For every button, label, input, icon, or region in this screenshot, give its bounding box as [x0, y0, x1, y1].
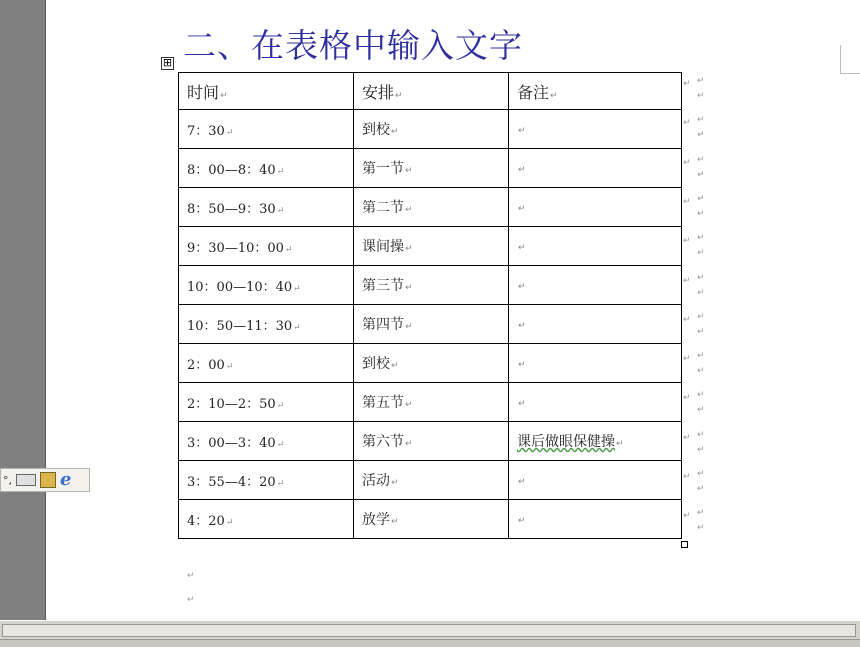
paragraph-mark: ↵: [697, 326, 705, 337]
paragraph-mark: ↵: [697, 311, 705, 322]
ime-toolbar[interactable]: [0, 468, 90, 492]
paragraph-mark: ↵: [697, 248, 705, 259]
paragraph-mark: ↵: [683, 79, 691, 89]
paragraph-mark: ↵: [697, 169, 705, 180]
paragraph-mark: ↵: [697, 115, 705, 126]
cell-remark[interactable]: ↵: [509, 344, 682, 383]
cell-arrangement[interactable]: 第二节↵: [354, 188, 509, 227]
page-corner-mark: [840, 45, 860, 74]
cell-arrangement[interactable]: 到校↵: [354, 110, 509, 149]
cell-remark[interactable]: ↵: [509, 110, 682, 149]
paragraph-mark: ↵: [697, 233, 705, 244]
cell-time[interactable]: 2：10—2：50↵: [179, 383, 354, 422]
cell-arrangement[interactable]: 第五节↵: [354, 383, 509, 422]
paragraph-mark: ↵: [683, 393, 691, 404]
paragraph-mark: ↵: [697, 444, 705, 455]
cell-arrangement[interactable]: 放学↵: [354, 500, 509, 539]
paragraph-mark: ↵: [697, 287, 705, 298]
cell-arrangement[interactable]: 第一节↵: [354, 149, 509, 188]
table-row: [179, 227, 682, 266]
paragraph-mark: ↵: [697, 193, 705, 204]
paragraph-mark: ↵: [697, 154, 705, 165]
paragraph-mark: ↵: [697, 351, 705, 362]
paragraph-mark: ↵: [683, 511, 691, 522]
paragraph-mark: ↵: [683, 432, 691, 443]
paragraph-mark: ↵: [697, 91, 705, 101]
paragraph-mark: ↵: [697, 429, 705, 440]
cell-time[interactable]: 10：00—10：40↵: [179, 266, 354, 305]
cell-remark[interactable]: ↵: [509, 188, 682, 227]
cell-arrangement[interactable]: 到校↵: [354, 344, 509, 383]
cell-time[interactable]: 7：30↵: [179, 110, 354, 149]
cell-arrangement[interactable]: 活动↵: [354, 461, 509, 500]
header-time[interactable]: 时间↵: [179, 73, 354, 110]
cell-time[interactable]: 3：55—4：20↵: [179, 461, 354, 500]
paragraph-mark: ↵: [697, 523, 705, 534]
paragraph-mark: ↵: [697, 130, 705, 141]
paragraph-mark: ↵: [683, 354, 691, 365]
paragraph-mark: ↵: [697, 484, 705, 494]
paragraph-mark: ↵: [697, 76, 705, 86]
ime-mode-indicator[interactable]: °,: [3, 473, 12, 487]
cell-remark[interactable]: ↵: [509, 383, 682, 422]
cell-remark[interactable]: ↵: [509, 149, 682, 188]
cell-arrangement[interactable]: 课间操↵: [354, 227, 509, 266]
paragraph-mark: ↵: [683, 118, 691, 129]
cell-remark[interactable]: ↵: [509, 461, 682, 500]
slide-title: 二、在表格中输入文字: [183, 26, 523, 65]
status-strip: [0, 639, 860, 647]
table-row: [179, 305, 682, 344]
cell-time[interactable]: 10：50—11：30↵: [179, 305, 354, 344]
schedule-table[interactable]: [178, 72, 682, 539]
paragraph-mark: ↵: [683, 157, 691, 168]
notepad-icon[interactable]: [40, 472, 56, 488]
cell-time[interactable]: 8：00—8：40↵: [179, 149, 354, 188]
paragraph-mark: ↵: [697, 366, 705, 377]
table-row: [179, 500, 682, 539]
horizontal-scrollbar[interactable]: [2, 624, 856, 637]
cell-remark[interactable]: ↵: [509, 500, 682, 539]
paragraph-mark: ↵: [683, 314, 691, 325]
cell-arrangement[interactable]: 第六节↵: [354, 422, 509, 461]
table-row: [179, 188, 682, 227]
cell-time[interactable]: 2：00↵: [179, 344, 354, 383]
cell-time[interactable]: 8：50—9：30↵: [179, 188, 354, 227]
cell-time[interactable]: 3：00—3：40↵: [179, 422, 354, 461]
cell-remark[interactable]: 课后做眼保健操↵: [509, 422, 682, 461]
table-move-handle[interactable]: ⊞: [162, 56, 173, 69]
table-row: [179, 383, 682, 422]
table-row: [179, 266, 682, 305]
table-row: [179, 110, 682, 149]
left-margin: [0, 0, 46, 620]
paragraph-mark: ↵: [697, 390, 705, 401]
paragraph-mark: ↵: [697, 405, 705, 416]
cell-remark[interactable]: ↵: [509, 305, 682, 344]
table-resize-handle[interactable]: [681, 541, 688, 548]
cell-remark[interactable]: ↵: [509, 227, 682, 266]
paragraph-mark: ↵: [683, 472, 691, 482]
header-arrangement[interactable]: 安排↵: [354, 73, 509, 110]
keyboard-icon[interactable]: [16, 474, 36, 486]
cell-time[interactable]: 9：30—10：00↵: [179, 227, 354, 266]
cell-arrangement[interactable]: 第三节↵: [354, 266, 509, 305]
table-row: [179, 461, 682, 500]
cell-time[interactable]: 4：20↵: [179, 500, 354, 539]
paragraph-mark: ↵: [187, 571, 195, 581]
paragraph-mark: ↵: [683, 236, 691, 247]
table-row: [179, 344, 682, 383]
paragraph-mark: ↵: [697, 508, 705, 519]
paragraph-mark: ↵: [683, 196, 691, 207]
status-bar: [0, 620, 860, 646]
paragraph-mark: ↵: [683, 275, 691, 286]
table-row: [179, 422, 682, 461]
table-row: [179, 149, 682, 188]
table-header-row: [179, 73, 682, 110]
paragraph-mark: ↵: [697, 469, 705, 479]
paragraph-mark: ↵: [697, 272, 705, 283]
paragraph-mark: ↵: [697, 208, 705, 219]
ie-icon[interactable]: e: [60, 469, 72, 490]
header-remark[interactable]: 备注↵: [509, 73, 682, 110]
cell-arrangement[interactable]: 第四节↵: [354, 305, 509, 344]
paragraph-mark: ↵: [187, 595, 195, 605]
cell-remark[interactable]: ↵: [509, 266, 682, 305]
